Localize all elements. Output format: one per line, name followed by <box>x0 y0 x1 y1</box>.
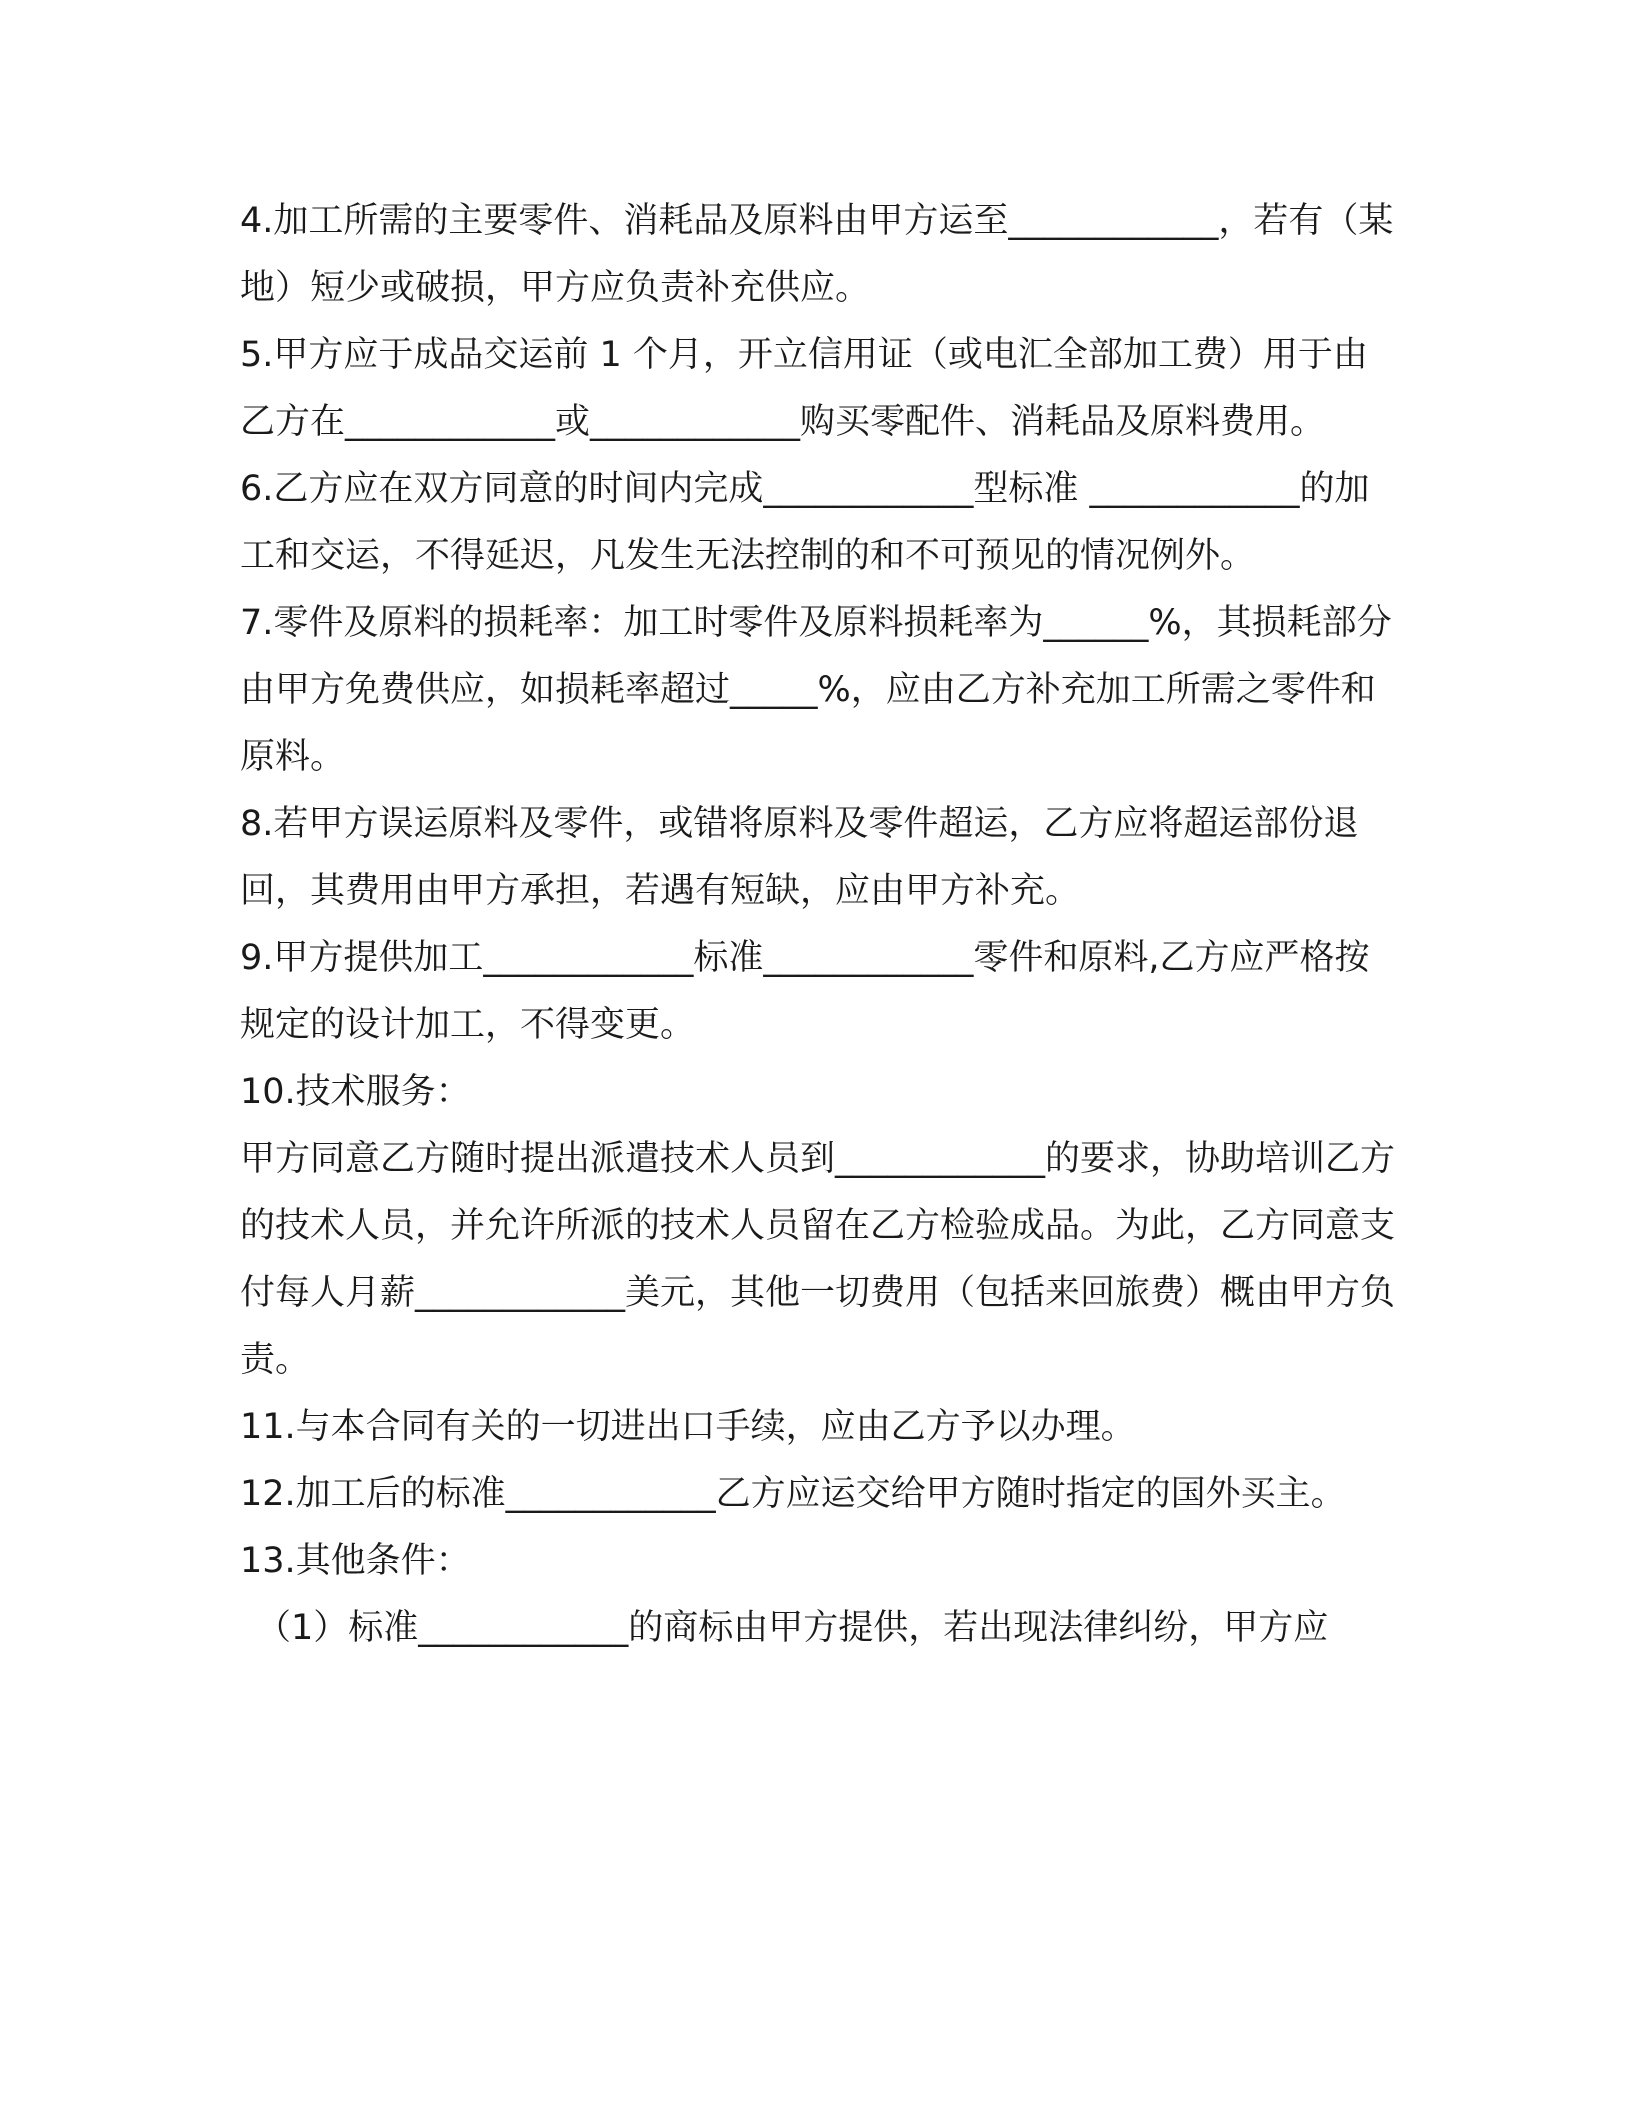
clause-9: 9.甲方提供加工____________标准____________零件和原料,乙方应严格按规定的设计加工，不得变更。 <box>240 938 1370 1045</box>
clause-12: 12.加工后的标准____________乙方应运交给甲方随时指定的国外买主。 <box>240 1474 1346 1514</box>
clause-8: 8.若甲方误运原料及零件，或错将原料及零件超运，乙方应将超运部份退回，其费用由甲方承担，若遇有短缺，应由甲方补充。 <box>240 804 1359 911</box>
contract-body <box>240 188 1402 1662</box>
clause-5: 5.甲方应于成品交运前 1 个月，开立信用证（或电汇全部加工费）用于由乙方在____________或____________购买零配件、消耗品及原料费用。 <box>240 335 1368 442</box>
clause-7: 7.零件及原料的损耗率：加工时零件及原料损耗率为______%，其损耗部分由甲方免费供应，如损耗率超过_____%，应由乙方补充加工所需之零件和原料。 <box>240 603 1392 777</box>
clause-6: 6.乙方应在双方同意的时间内完成____________型标准 ____________的加工和交运，不得延迟，凡发生无法控制的和不可预见的情况例外。 <box>240 469 1370 576</box>
clause-4: 4.加工所需的主要零件、消耗品及原料由甲方运至____________，若有（某地）短少或破损，甲方应负责补充供应。 <box>240 201 1394 308</box>
clause-11: 11.与本合同有关的一切进出口手续，应由乙方予以办理。 <box>240 1407 1136 1447</box>
clause-10-heading: 10.技术服务： <box>240 1072 471 1112</box>
clause-10-text: 甲方同意乙方随时提出派遣技术人员到____________的要求，协助培训乙方的技术人员，并允许所派的技术人员留在乙方检验成品。为此，乙方同意支付每人月薪____________美元，其他一切费用（包括来回旅费）概由甲方负责。 <box>240 1139 1396 1380</box>
clause-13-heading: 13.其他条件： <box>240 1541 471 1581</box>
clause-13-item-1: （1）标准____________的商标由甲方提供，若出现法律纠纷，甲方应 <box>256 1608 1329 1648</box>
